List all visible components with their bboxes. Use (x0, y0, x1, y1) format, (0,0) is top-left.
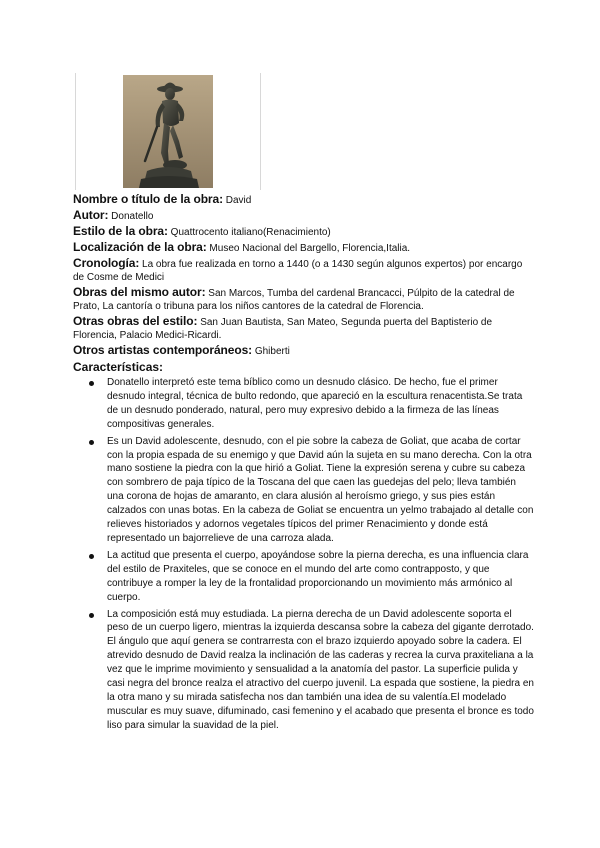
list-item (73, 376, 535, 432)
bullet-icon (89, 613, 94, 618)
field-value: San Juan Bautista, San Mateo, Segunda puerta del Baptisterio de Florencia, Palacio Medici-Ricardi. (73, 317, 493, 341)
field-label: Obras del mismo autor: (73, 285, 206, 299)
field-style (73, 225, 535, 239)
list-item-text: Donatello interpretó este tema bíblico como un desnudo clásico. De hecho, fue el primer desnudo integral, técnica de bulto redondo, que apareció en la escultura renacentista.Se trata de un desnudo ponderado, natural, pero muy expresivo debido a la firmeza de las líneas compositivas generales. (107, 377, 523, 430)
field-value: Quattrocento italiano(Renacimiento) (170, 227, 331, 238)
bullet-icon (89, 440, 94, 445)
list-item-text: Es un David adolescente, desnudo, con el pie sobre la cabeza de Goliat, que acaba de cortar con la propia espada de su enemigo y que David aún la sujeta en su mano derecha. Con la otra mano sostiene la piedra con la que hirió a Goliat. Tiene la expresión serena y cubre su cabeza con sombrero de paja típico de la Toscana del que caen las guedejas del pelo; lleva también una corona de hojas de amaranto, en clara alusión al heroísmo griego, y sus pies están calzados con unas botas. En la cabeza de Goliat se encuentra un yelmo trabajado al detalle con relieves historiados y adornos vegetales típicos del primer Renacimiento y donde está representado un bajorrelieve de una carroza alada. (107, 435, 534, 544)
field-title (73, 193, 535, 207)
field-value: San Marcos, Tumba del cardenal Brancacci, Púlpito de la catedral de Prato, La cantoría o tribuna para los niños cantores de la catedral de Florencia. (73, 288, 515, 312)
bullet-icon (89, 381, 94, 386)
field-location (73, 241, 535, 255)
field-author (73, 209, 535, 223)
field-label: Otros artistas contemporáneos: (73, 343, 253, 357)
field-value: Donatello (111, 211, 154, 222)
field-value: Museo Nacional del Bargello, Florencia,Italia. (209, 243, 411, 254)
field-label: Nombre o título de la obra: (73, 192, 223, 206)
field-style-works (73, 315, 535, 342)
list-item-text: La composición está muy estudiada. La pierna derecha de un David adolescente soporta el peso de un cuerpo ligero, mientras la izquierda descansa sobre la cabeza del gigante derrotado. El ángulo que aquí genera se contrarresta con el brazo izquierdo apoyado sobre la cadera. El atrevido desnudo de David realza la inclinación de las caderas y recrea la curva praxiteliana a la vez que le imprime movimiento y sensualidad a la anatomía del pastor. La superficie pulida y casi negra del bronce realza el atractivo del cuerpo juvenil. La espada que sostiene, la piedra en la otra mano y su mirada satisfecha nos dan también una idea de su valentía.El modelado muscular es muy suave, difuminado, casi femenino y el acabado que presenta el bronce es todo liso para simular la suavidad de la piel. (107, 608, 534, 731)
field-label: Autor: (73, 208, 109, 222)
field-label: Localización de la obra: (73, 240, 207, 254)
characteristics-heading: Características: (73, 360, 164, 374)
document-content (73, 193, 535, 736)
field-contemporary-artists (73, 344, 535, 358)
bullet-icon (89, 554, 94, 559)
field-label: Otras obras del estilo: (73, 314, 198, 328)
image-frame (75, 73, 261, 190)
statue-image (123, 75, 213, 188)
field-value: Ghiberti (254, 346, 290, 357)
field-value: David (225, 195, 252, 206)
field-chronology (73, 257, 535, 284)
list-item (73, 549, 535, 605)
field-value: La obra fue realizada en torno a 1440 (o a 1430 según algunos expertos) por encargo de Cosme de Medici (73, 259, 523, 283)
list-item (73, 608, 535, 733)
field-label: Cronología: (73, 256, 140, 270)
characteristics-list (73, 376, 535, 733)
field-label: Estilo de la obra: (73, 224, 168, 238)
list-item-text: La actitud que presenta el cuerpo, apoyándose sobre la pierna derecha, es una influencia clara del estilo de Praxiteles, que se conoce en el mundo del arte como contrapposto, y que contribuye a romper la ley de la frontalidad proporcionando un movimiento más armónico al cuerpo. (107, 549, 529, 603)
field-same-author-works (73, 286, 535, 313)
list-item (73, 435, 535, 546)
